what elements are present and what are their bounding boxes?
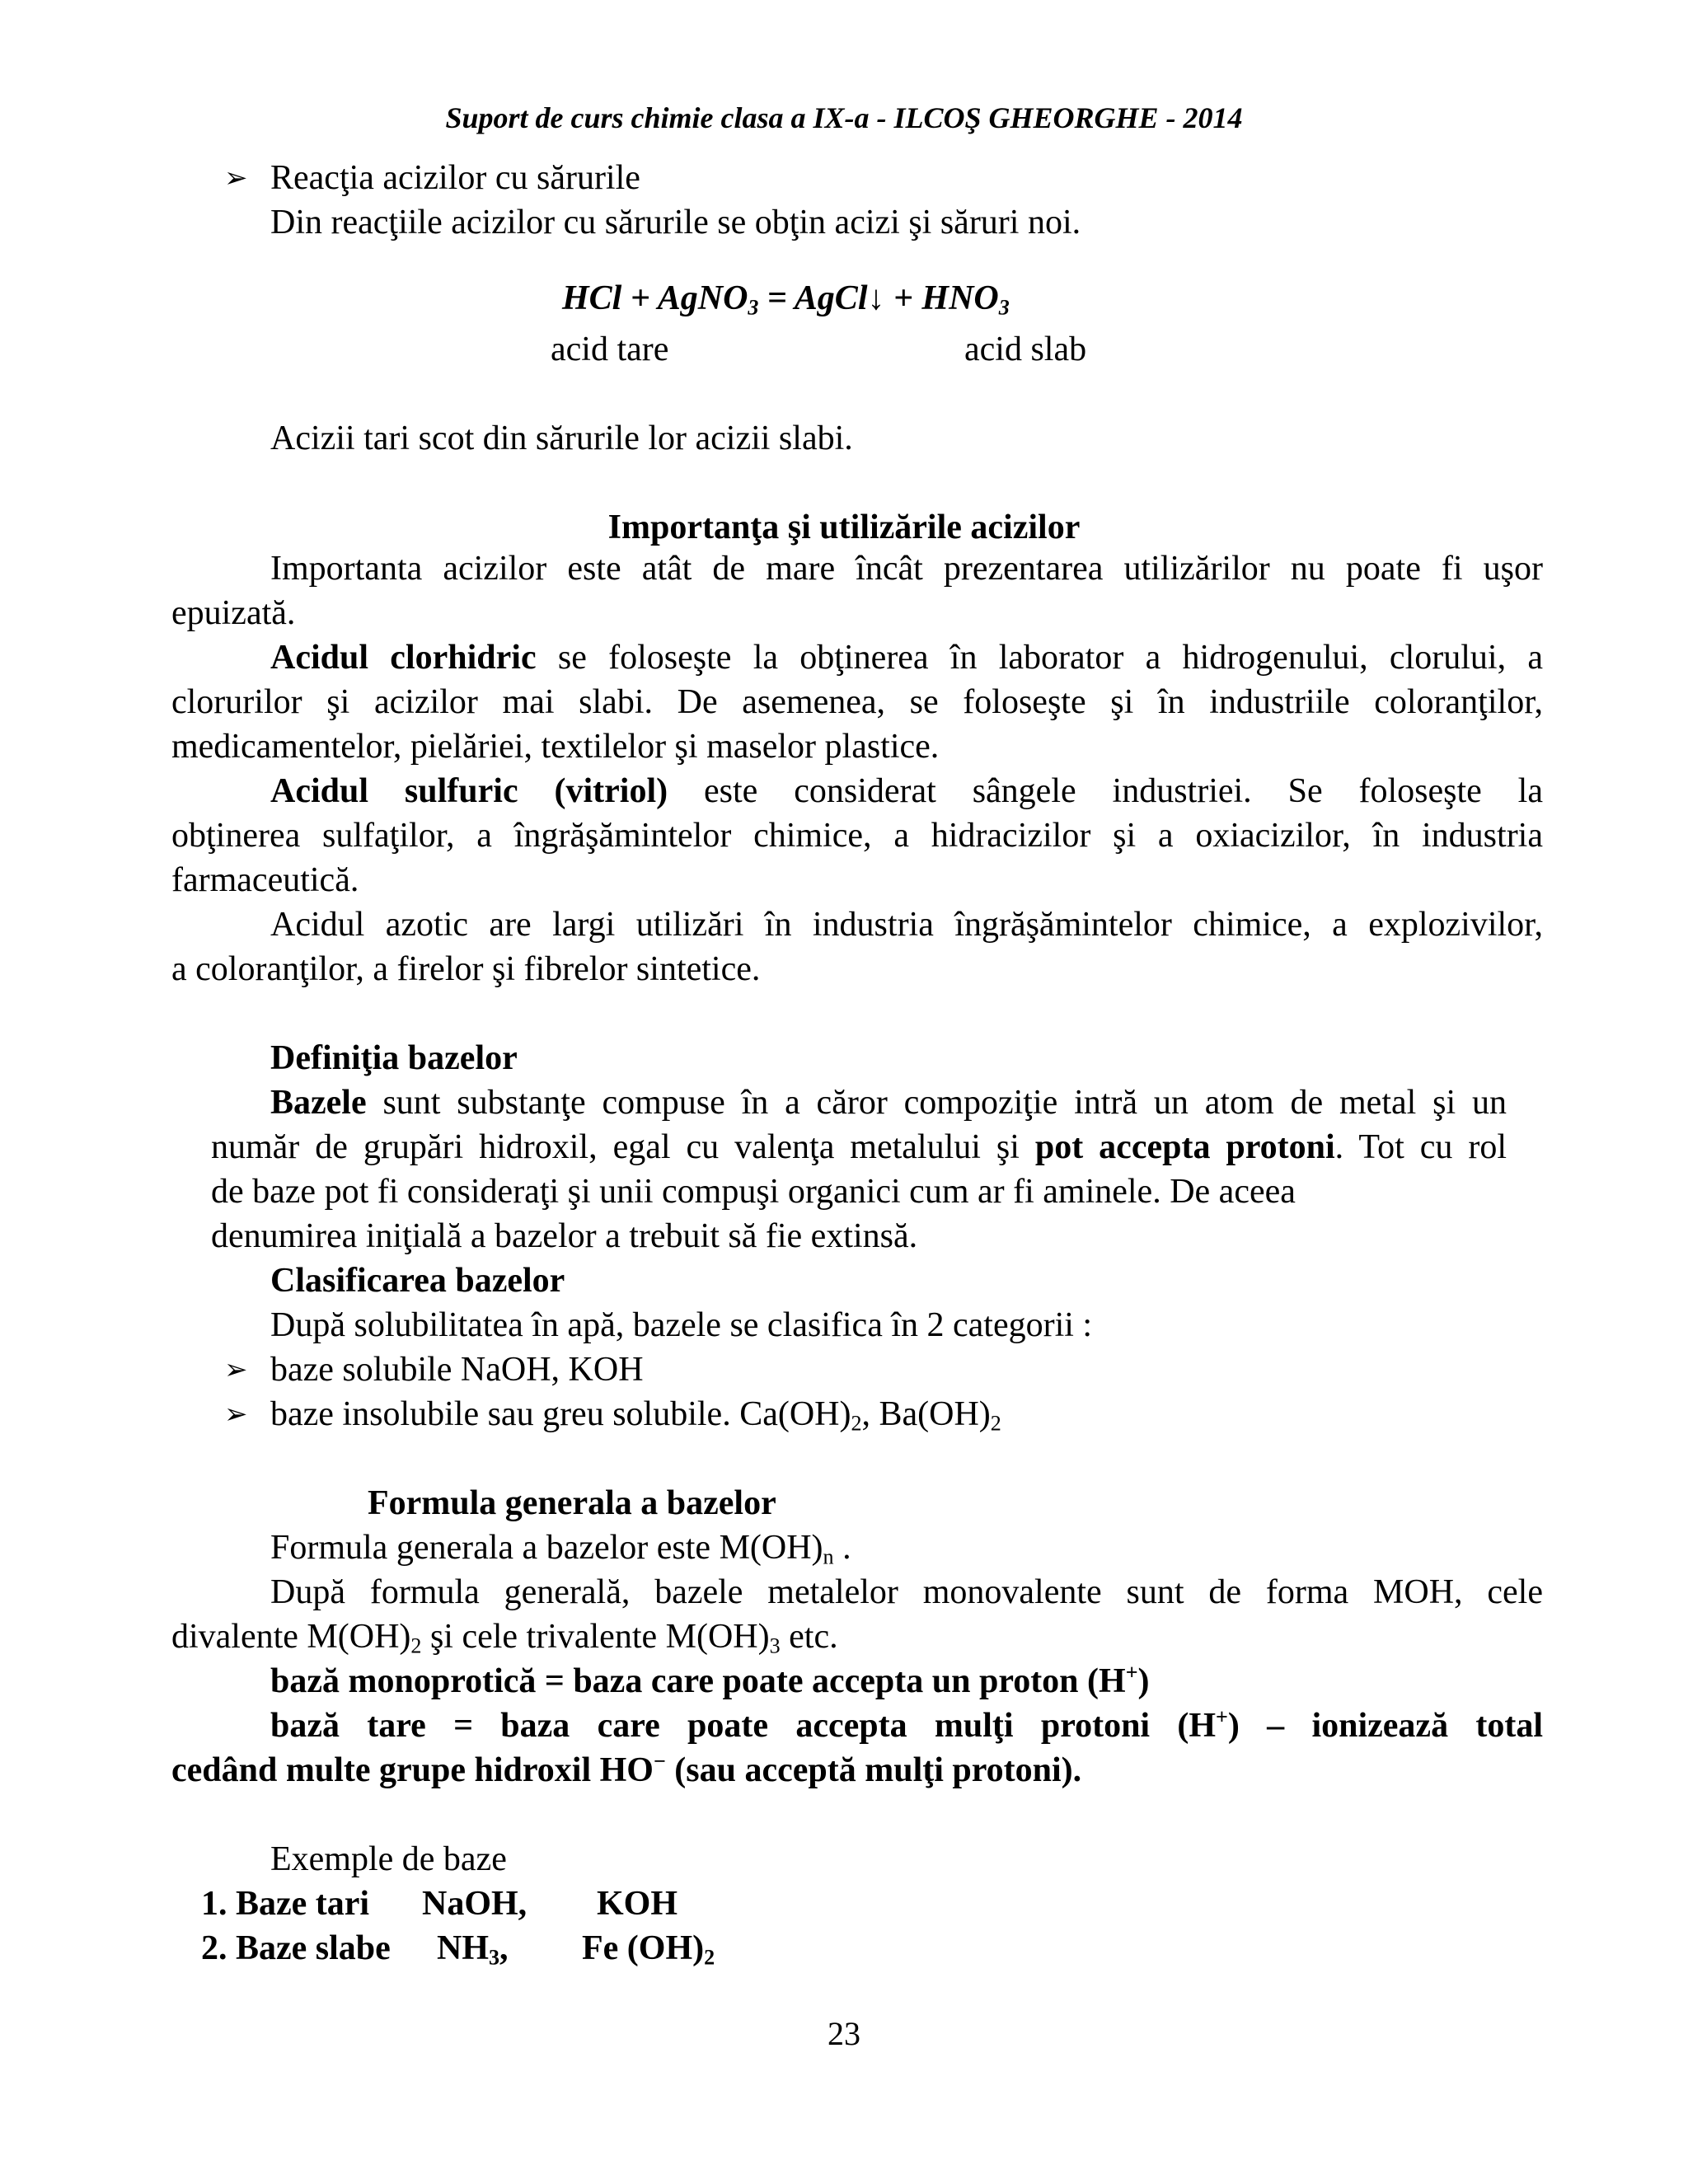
reaction-conclusion: Acizii tari scot din sărurile lor acizii slabi. [270, 419, 853, 457]
definition-line2: număr de grupări hidroxil, egal cu valenţa metalului şi pot accepta protoni. Tot cu rol [211, 1128, 1507, 1166]
monoprotic-base-definition: bază monoprotică = baza care poate accepta un proton (H+) [270, 1660, 1150, 1700]
classification-title: Clasificarea bazelor [270, 1262, 565, 1300]
examples-title: Exemple de baze [270, 1840, 507, 1878]
example-strong-naoh: NaOH, [422, 1885, 528, 1923]
bullet-reaction-salts: Reacţia acizilor cu sărurile [270, 159, 640, 197]
importance-p1-line1: Importanta acizilor este atât de mare încât prezentarea utilizărilor nu poate fi uşor [270, 550, 1543, 588]
hcl-paragraph-line3: medicamentelor, pielăriei, textilelor şi maselor plastice. [171, 728, 940, 766]
importance-title: Importanţa şi utilizările acizilor [607, 509, 1081, 546]
classification-item-soluble: baze solubile NaOH, KOH [270, 1351, 644, 1389]
hcl-paragraph-line2: clorurilor şi acizilor mai slabi. De asemenea, se foloseşte şi în industriile coloranţilor, [171, 683, 1543, 721]
formula-line1: Formula generala a bazelor este $M(OH)_n$ . [270, 1529, 851, 1569]
bullet-arrow-icon: ➢ [224, 1398, 248, 1431]
strong-base-definition-line2: cedând multe grupe hidroxil HO− (sau acceptă mulţi protoni). [171, 1749, 1082, 1789]
page-number: 23 [828, 2015, 860, 2052]
classification-item-insoluble: baze insolubile sau greu solubile. $Ca(OH)_2$, $Ba(OH)_2$ [270, 1395, 1001, 1436]
h2so4-paragraph-line3: farmaceutică. [171, 861, 359, 899]
label-strong-acid: acid tare [551, 330, 669, 368]
strong-base-definition-line1: bază tare = baza care poate accepta mulţi protoni (H+) – ionizează total [270, 1704, 1544, 1745]
page-header: Suport de curs chimie clasa a IX-a - ILCOŞ GHEORGHE - 2014 [445, 101, 1243, 134]
example-weak-nh3: $NH_3$, [437, 1929, 509, 1970]
formula-line2: După formula generală, bazele metalelor monovalente sunt de forma MOH, cele [270, 1573, 1543, 1611]
formula-title: Formula generala a bazelor [368, 1484, 776, 1522]
example-weak-feoh2: Fe $(OH)_2$ [582, 1929, 715, 1970]
h2so4-paragraph-line1: Acidul sulfuric (vitriol) este considerat sângele industriei. Se foloseşte la [270, 772, 1543, 810]
definition-line1: Bazele sunt substanţe compuse în a căror compoziţie intră un atom de metal şi un [270, 1084, 1507, 1122]
hno3-paragraph-line1: Acidul azotic are largi utilizări în industria îngrăşămintelor chimice, a explozivilor, [270, 906, 1543, 944]
definition-title: Definiţia bazelor [270, 1039, 518, 1077]
hno3-paragraph-line2: a coloranţilor, a firelor şi fibrelor sintetice. [171, 950, 761, 988]
importance-p1-line2: epuizată. [171, 594, 296, 632]
definition-line3: de baze pot fi consideraţi şi unii compuşi organici cum ar fi aminele. De aceea [211, 1173, 1296, 1211]
bullet-arrow-icon: ➢ [224, 162, 248, 194]
example-strong-label: 1. Baze tari [201, 1885, 370, 1923]
reaction-intro: Din reacţiile acizilor cu sărurile se obţin acizi şi săruri noi. [270, 204, 1081, 241]
example-strong-koh: KOH [597, 1885, 678, 1923]
hcl-paragraph-line1: Acidul clorhidric se foloseşte la obţinerea în laborator a hidrogenului, clorului, a [270, 639, 1543, 677]
formula-line3: divalente $M(OH)_2$ şi cele trivalente $M(OH)_3$ etc. [171, 1618, 838, 1658]
bullet-arrow-icon: ➢ [224, 1353, 248, 1386]
reaction-equation: HCl + AgNO$_3$ = AgCl↓ + $HNO_3$ [562, 279, 1010, 320]
label-weak-acid: acid slab [964, 330, 1087, 368]
classification-intro: După solubilitatea în apă, bazele se clasifica în 2 categorii : [270, 1306, 1093, 1344]
h2so4-paragraph-line2: obţinerea sulfaţilor, a îngrăşămintelor chimice, a hidracizilor şi a oxiacizilor, în industria [171, 817, 1543, 855]
example-weak-label: 2. Baze slabe [201, 1929, 391, 1967]
definition-line4: denumirea iniţială a bazelor a trebuit să fie extinsă. [211, 1217, 918, 1255]
